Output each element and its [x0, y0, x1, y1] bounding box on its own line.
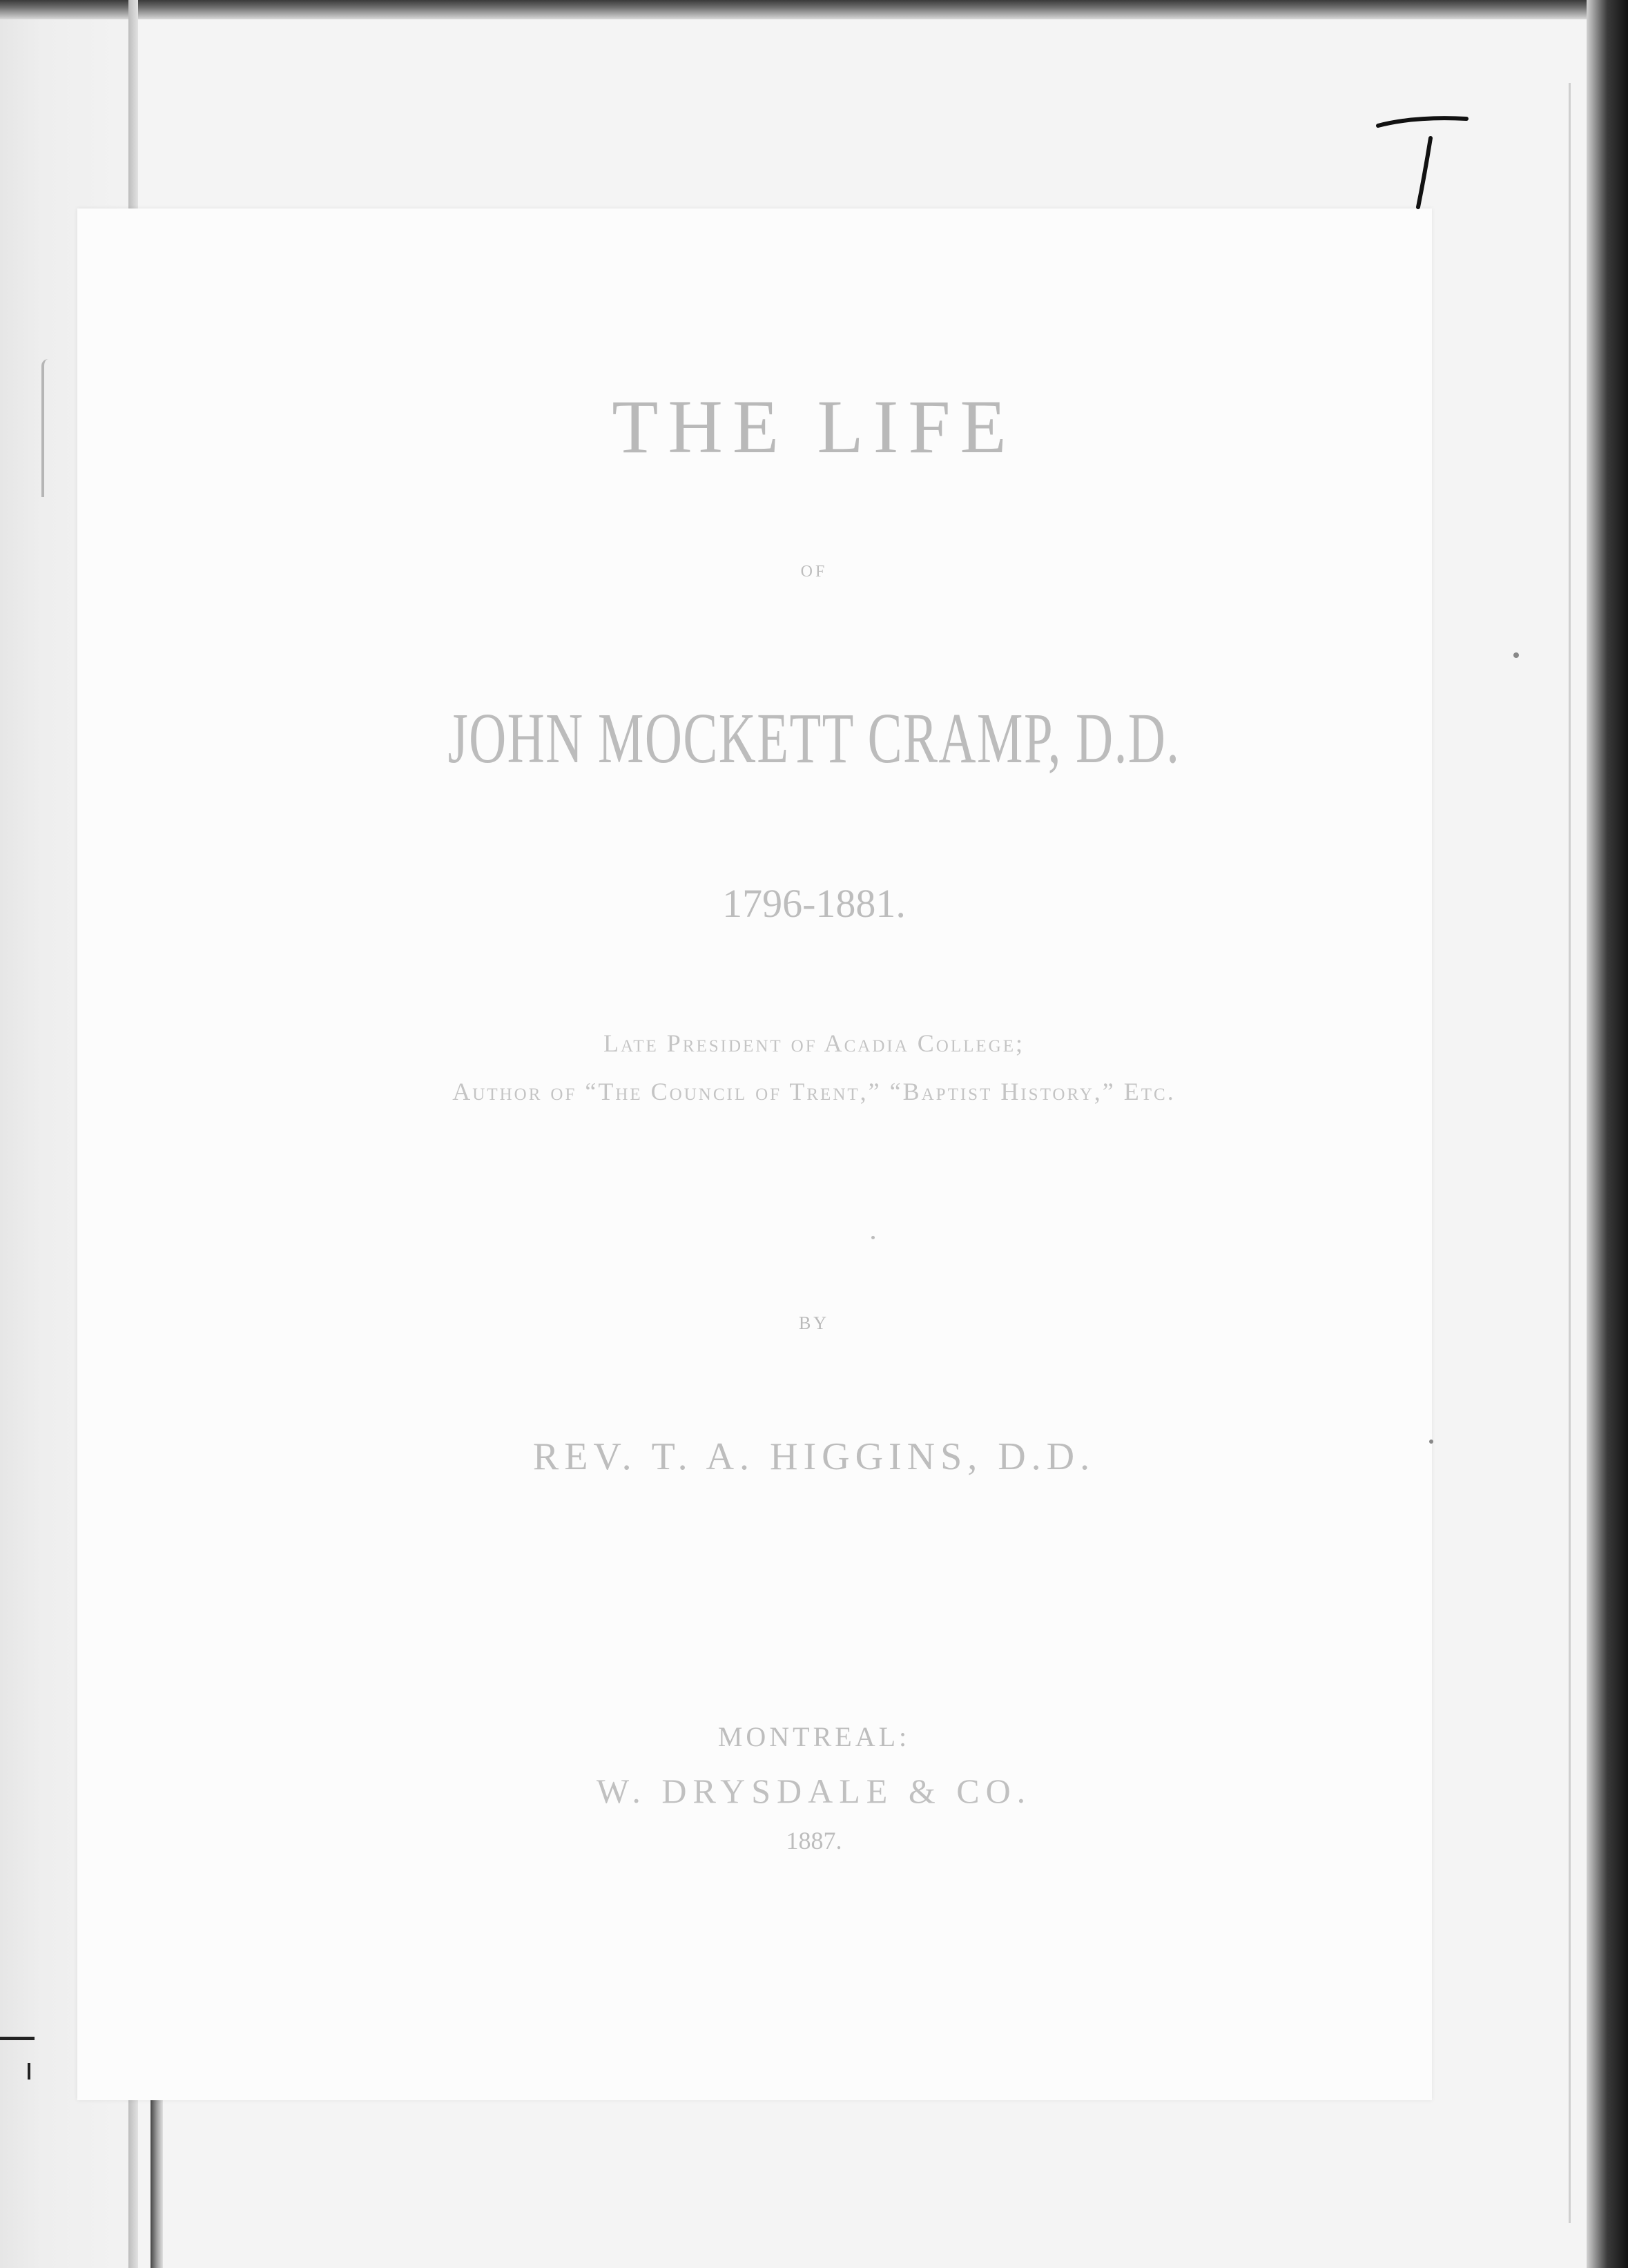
life-dates: 1796-1881. [722, 881, 906, 926]
imprint-year: 1887. [786, 1827, 842, 1854]
subtitle-line-1: Late President of Acadia College; [603, 1029, 1025, 1057]
subject-name: JOHN MOCKETT CRAMP, D.D. [447, 699, 1181, 778]
subtitle-line-2: Author of “The Council of Trent,” “Baptist History,” Etc. [452, 1078, 1176, 1105]
top-edge-shadow [0, 0, 1628, 19]
paper-speck [1513, 652, 1519, 658]
imprint-place: MONTREAL: [717, 1721, 911, 1752]
margin-mark-lower [0, 2037, 35, 2047]
margin-mark-lower-2 [0, 2063, 30, 2080]
author-name: REV. T. A. HIGGINS, D.D. [532, 1435, 1096, 1478]
right-edge-shadow [1587, 0, 1628, 2268]
byline-by: BY [798, 1313, 830, 1333]
handwritten-t-mark [1374, 110, 1471, 214]
imprint-publisher: W. DRYSDALE & CO. [596, 1772, 1032, 1810]
paper-speck [871, 1236, 875, 1239]
title-page-leaf [77, 209, 1432, 2100]
title-of: OF [800, 563, 828, 581]
book-title: THE LIFE [612, 385, 1016, 469]
